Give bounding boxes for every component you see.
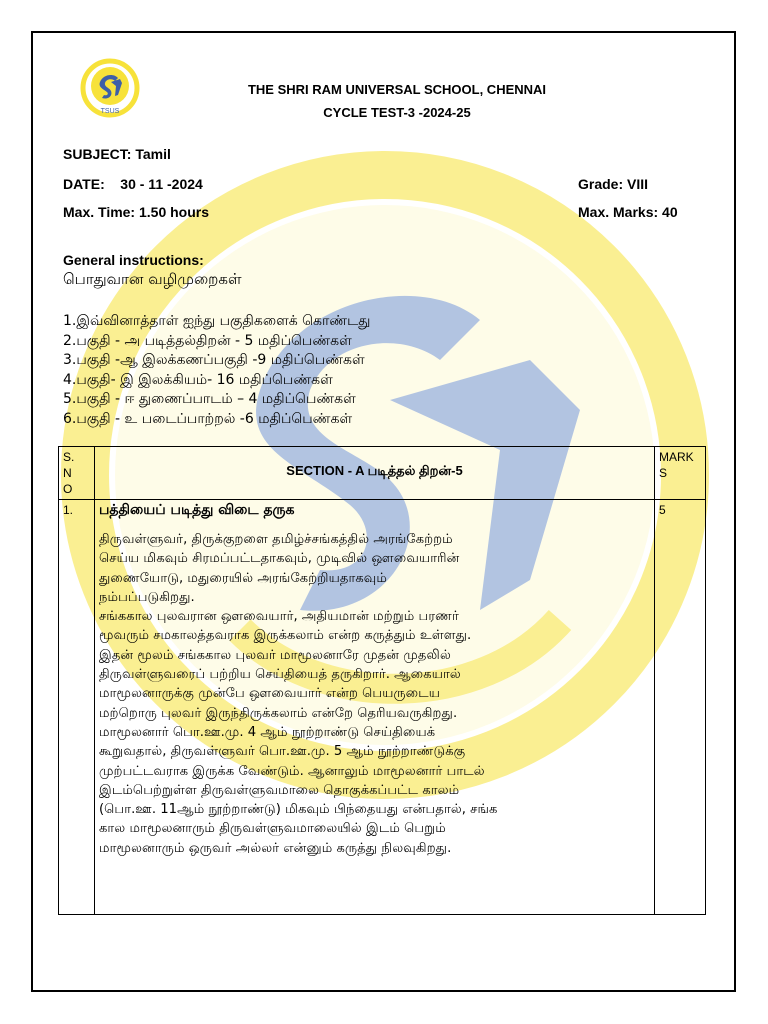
question-title: பத்தியைப் படித்து விடை தருக — [99, 502, 295, 518]
passage-line: மாமூலனார் பொ.ஊ.மு. 4 ஆம் நூற்றாண்டு செய்தியைக் — [99, 724, 436, 740]
section-tamil: படித்தல் திறன்-5 — [367, 463, 463, 478]
sno-header: S. N O — [59, 447, 95, 500]
reading-passage — [99, 530, 650, 858]
question-body — [95, 500, 655, 915]
table-header-row — [59, 447, 706, 500]
instruction-item: 6.பகுதி - உ படைப்பாற்றல் -6 மதிப்பெண்கள் — [63, 410, 353, 427]
passage-line: இதன் மூலம் சங்ககால புலவர் மாமூலனாரே முதன் முதலில் — [99, 647, 451, 663]
passage-line: மாமூலனாரும் ஒருவர் அல்லர் என்னும் கருத்து நிலவுகிறது. — [99, 840, 452, 856]
passage-line: (பொ.ஊ. 11ஆம் நூற்றாண்டு) மிகவும் பிந்தையது என்பதால், சங்க — [99, 802, 498, 818]
section-label: SECTION - A — [286, 463, 368, 478]
subject-label: SUBJECT: Tamil — [63, 146, 171, 162]
passage-line: கூறுவதால், திருவள்ளுவர் பொ.ஊ.மு. 5 ஆம் நூற்றாண்டுக்கு — [99, 744, 466, 760]
max-marks-label: Max. Marks: 40 — [578, 204, 678, 220]
question-number: 1. — [59, 500, 95, 915]
passage-line: சங்ககால புலவரான ஔவையார், அதியமான் மற்றும் பரணர் — [99, 609, 459, 625]
instruction-item: 3.பகுதி -ஆ இலக்கணப்பகுதி -9 மதிப்பெண்கள் — [63, 352, 365, 368]
passage-line: திருவள்ளுவர், திருக்குறளை தமிழ்ச்சங்கத்தில் அரங்கேற்றம் — [99, 532, 453, 547]
instruction-item: 5.பகுதி - ஈ துணைப்பாடம் – 4 மதிப்பெண்கள் — [63, 391, 356, 407]
instruction-item: 4.பகுதி- இ இலக்கியம்- 16 மதிப்பெண்கள் — [63, 371, 333, 388]
passage-line: துணையோடு, மதுரையில் அரங்கேற்றியதாகவும் — [99, 570, 388, 586]
passage-line: கால மாமூலனாரும் திருவள்ளுவமாலையில் இடம் பெறும் — [99, 821, 446, 837]
section-title — [95, 447, 655, 500]
logo-text: TSUS — [100, 108, 120, 115]
instruction-item: 1.இவ்வினாத்தாள் ஐந்து பகுதிகளைக் கொண்டது — [63, 313, 371, 329]
passage-line: திருவள்ளுவரைப் பற்றிய செய்தியைத் தருகிறார். ஆகையால் — [99, 667, 461, 683]
question-table — [58, 446, 706, 915]
passage-line: மற்றொரு புலவர் இருந்திருக்கலாம் என்றே தெரியவருகிறது. — [99, 705, 458, 721]
marks-header: MARK S — [655, 447, 706, 500]
passage-line: மாமூலனாருக்கு முன்பே ஔவையார் என்ற பெயருடைய — [99, 686, 441, 702]
passage-line: நம்பப்படுகிறது. — [99, 589, 195, 605]
school-name: THE SHRI RAM UNIVERSAL SCHOOL, CHENNAI — [247, 82, 547, 97]
passage-line: மூவரும் சமகாலத்தவராக இருக்கலாம் என்ற கருத்தும் உள்ளது. — [99, 628, 472, 644]
instructions-title: General instructions: — [63, 252, 204, 268]
instructions-list — [63, 312, 370, 429]
table-row — [59, 500, 706, 915]
instructions-title-tamil: பொதுவான வழிமுறைகள் — [63, 270, 242, 288]
passage-line: செய்ய மிகவும் சிரமப்பட்டதாகவும், முடிவில் ஔவையாரின் — [99, 551, 460, 567]
instruction-item: 2.பகுதி - அ படித்தல்திறன் - 5 மதிப்பெண்கள் — [63, 332, 352, 349]
date-label: DATE: 30 - 11 -2024 — [63, 176, 203, 192]
time-label: Max. Time: 1.50 hours — [63, 204, 210, 220]
grade-label: Grade: VIII — [578, 176, 649, 192]
passage-line: முற்பட்டவராக இருக்க வேண்டும். ஆனாலும் மாமூலனார் பாடல் — [99, 763, 485, 779]
test-title: CYCLE TEST-3 -2024-25 — [323, 105, 471, 120]
question-marks: 5 — [655, 500, 706, 915]
passage-line: இடம்பெற்றுள்ள திருவள்ளுவமாலை தொகுக்கப்பட்ட காலம் — [99, 782, 460, 798]
